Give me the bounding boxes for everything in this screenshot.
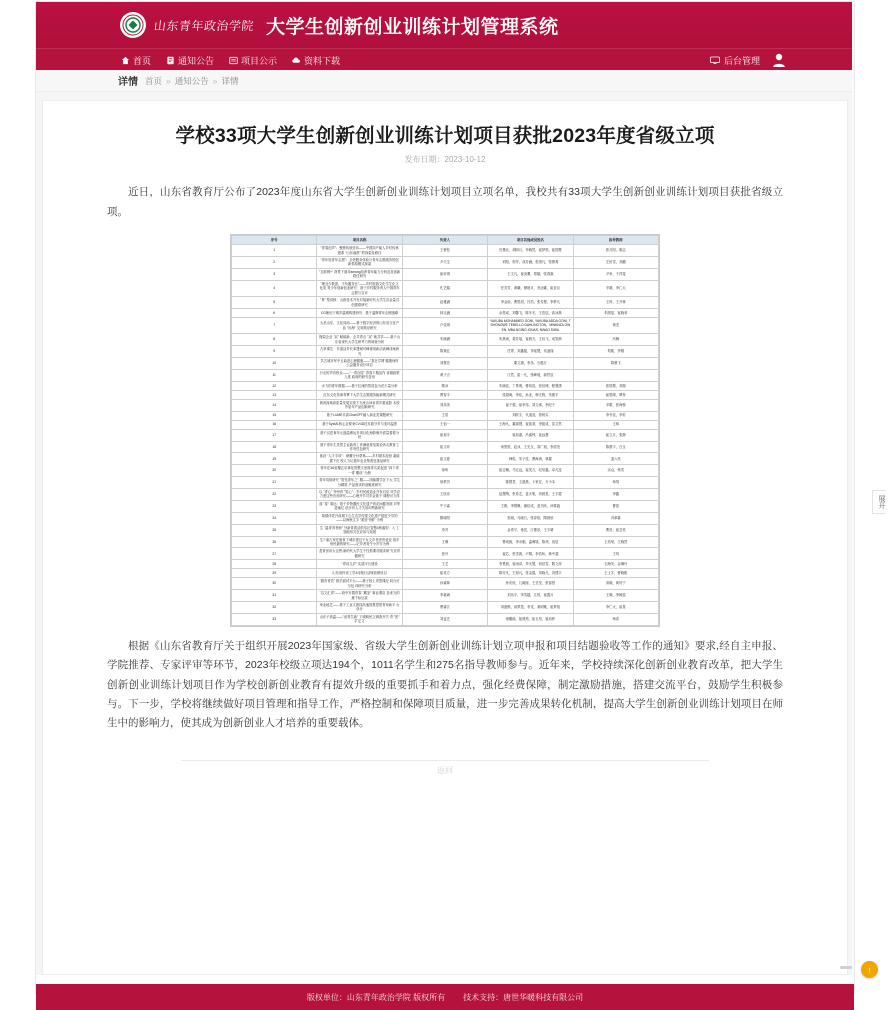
arrow-up-icon: ↑ bbox=[867, 964, 872, 975]
table-row bbox=[232, 569, 659, 578]
table-cell: 赵雅涵 bbox=[402, 297, 487, 309]
site-header bbox=[36, 2, 854, 48]
table-cell: YAKUBA MOHAMMED GONI, YAKUBA ADDA GONI, TSHONGWE TEBELLO DAHLINGTON，MWANZA OWEN, MBA NGING IGNAS, NWAO SIWA bbox=[488, 317, 573, 333]
table-cell: 陈安凡，王知凡，张金霞，刘晓凡，刘建宇 bbox=[488, 569, 573, 578]
table-cell: 韩粒，朱子佳，曹海涛，林置 bbox=[488, 453, 573, 465]
table-cell: 杨靖 bbox=[573, 477, 658, 489]
table-cell: "易" 型同核：山推技术开发对接新时代大学生各金量共创建联研究 bbox=[317, 297, 402, 309]
table-cell: 王士宇，曹晓熙 bbox=[573, 569, 658, 578]
table-cell: 24 bbox=[232, 512, 317, 524]
table-row bbox=[232, 590, 659, 602]
table-cell: 山东高杯省工学4诗旅行活味营销设目 bbox=[317, 569, 402, 578]
table-cell: 32 bbox=[232, 602, 317, 614]
table-row bbox=[232, 381, 659, 390]
table-cell: 17 bbox=[232, 429, 317, 441]
table-cell: 刘阳，郭华，成芳涵，张国凡，张倩爽 bbox=[488, 257, 573, 269]
table-cell: 水力的青年数据——基于红流的智造包为花少量分析 bbox=[317, 381, 402, 390]
table-cell: 崔芯，张雪威，卢锦，李若昕，林中超 bbox=[488, 548, 573, 560]
table-cell: 28 bbox=[232, 560, 317, 569]
table-cell: 王培荣，王晓然 bbox=[573, 536, 658, 548]
footer-copyright: 版权单位：山东青年政治学院 版权所有 bbox=[306, 992, 446, 1002]
monitor-icon bbox=[710, 55, 720, 65]
table-cell: 李书佳，李若 bbox=[573, 411, 658, 420]
breadcrumb-title: 详情 bbox=[118, 77, 138, 88]
nav-items bbox=[120, 49, 340, 71]
table-cell: 22 bbox=[232, 489, 317, 501]
table-cell: 张月阳，陈志 bbox=[573, 245, 658, 257]
table-cell: 石海安，金琳丹 bbox=[573, 560, 658, 569]
table-cell: 曹成威，李水刚，温萌境，陈州，祝辰 bbox=[488, 536, 573, 548]
table-cell: 辛歌，张海校 bbox=[573, 399, 658, 411]
table-cell: 8 bbox=[232, 334, 317, 346]
table-cell: 王科，王开林 bbox=[573, 297, 658, 309]
table-cell: 刘乐美 bbox=[402, 399, 487, 411]
table-cell: 陈爽红 bbox=[402, 346, 487, 358]
table-row bbox=[232, 308, 659, 317]
table-cell: 左世雪，刘璐 bbox=[573, 257, 658, 269]
table-cell: 刘欣宇，代道蕊，曾秋实 bbox=[488, 411, 573, 420]
page-title: 学校33项大学生创新创业训练计划项目获批2023年度省级立项 bbox=[175, 125, 715, 147]
table-cell: 红东文化传承青覃下大学生志愿服务能新模式研究 bbox=[317, 390, 402, 399]
document-icon bbox=[165, 55, 175, 65]
table-cell: 基于SysML核心企要来CV4D技术面分乡与变环温度 bbox=[317, 420, 402, 429]
table-cell: 任菁，刘鑫磊，李瑶慧，吴凌翔 bbox=[488, 346, 573, 358]
table-row bbox=[232, 602, 659, 614]
side-panel-toggle[interactable]: 展开 bbox=[872, 490, 886, 514]
table-cell: 曹星 bbox=[573, 500, 658, 512]
table-cell: 隋冰 bbox=[402, 381, 487, 390]
table-cell: 31 bbox=[232, 590, 317, 602]
user-avatar-icon[interactable] bbox=[772, 52, 786, 68]
table-row bbox=[232, 441, 659, 453]
table-cell: 12 bbox=[232, 381, 317, 390]
table-cell: 搜索企业 "双" 赋能新，企共青点 "双" 就共享——基于山东省现代大学生研考力的调查分析 bbox=[317, 334, 402, 346]
table-cell: 崔志楠，马宏远，崔笑万，纪培鑫，卓凡连 bbox=[488, 465, 573, 477]
table-cell: 5 bbox=[232, 297, 317, 309]
table-cell: 崔子强，崔孝伟，刘文承，李纪子 bbox=[488, 399, 573, 411]
table-cell: 刘慧芳 bbox=[402, 358, 487, 370]
table-cell: 高晓，黄好宁 bbox=[573, 578, 658, 590]
table-cell: 刘麦艺 bbox=[402, 613, 487, 625]
table-cell: "理念少数派，不负服务区"——乡村旅游文化学生化文化类 青少年创新创业研究：基于乡村服务育人中国青年志愿与自评 bbox=[317, 280, 402, 296]
table-cell: 朱晓佳，丁景明，曹同浩，张信博，程慧潇 bbox=[488, 381, 573, 390]
table-cell: 山东子高温——"爱青生新" 下城职民文调查开关 青 "医" 扩定文 bbox=[317, 613, 402, 625]
table-row bbox=[232, 358, 659, 370]
table-row bbox=[232, 297, 659, 309]
table-cell: 辛晓，李仁大 bbox=[573, 280, 658, 296]
table-cell: 任墨北，胡明月，李晓然，崔梦悦，崔国慧 bbox=[488, 245, 573, 257]
table-cell: 张晓，马晓日，张泽欣，隋晨欣 bbox=[488, 512, 573, 524]
table-cell: 王晓，李翰迭 bbox=[573, 590, 658, 602]
table-cell: 1 bbox=[232, 245, 317, 257]
table-cell: 基于青年生党思主业新育工作满意度结果论诉走教育工作有性包研究 bbox=[317, 441, 402, 453]
table-row bbox=[232, 512, 659, 524]
table-cell: 25 bbox=[232, 524, 317, 536]
table-cell: 尹争，于祥雯 bbox=[573, 268, 658, 280]
article-card bbox=[42, 100, 848, 975]
table-header-row bbox=[232, 236, 659, 245]
table-cell: 21 bbox=[232, 477, 317, 489]
table-cell bbox=[573, 369, 658, 381]
table-cell: "以文汇青"——校中安置青春 "藏室" 事业课店 及来当的惠千标运赏 bbox=[317, 590, 402, 602]
table-cell: 杨希 bbox=[573, 613, 658, 625]
back-to-top-button[interactable] bbox=[861, 961, 878, 978]
article-paragraph-1: 近日，山东省教育厅公布了2023年度山东省大学生创新创业训练计划项目立项名单，我校共有33项大学生创新创业训练计划项目获批省级立项。 bbox=[107, 186, 783, 218]
table-cell: 曹智宇 bbox=[402, 390, 487, 399]
table-cell: 朱圆星，崔晓菲 bbox=[573, 308, 658, 317]
table-cell: 金青平，徐昱，江蕾乐，王宇晴 bbox=[488, 524, 573, 536]
table-cell: 李景晨，崔雨泽，李天慧，何信雪，隋文萍 bbox=[488, 560, 573, 569]
table-cell: 崔文环 bbox=[402, 441, 487, 453]
table-cell: 青年均知研究 "智见青年之" 服——国能置学区下大 学生分精准 产品需求的前瞻度研究 bbox=[317, 477, 402, 489]
table-cell: 陈墨飞 bbox=[573, 358, 658, 370]
table-cell: 曹晋，崔芸英 bbox=[573, 524, 658, 536]
table-cell: 黄龙 bbox=[573, 317, 658, 333]
table-cell: 李嘉诚 bbox=[402, 590, 487, 602]
table-cell: 冯舞 bbox=[573, 334, 658, 346]
table-row bbox=[232, 411, 659, 420]
table-cell: 林玉涵 bbox=[402, 308, 487, 317]
cloud-download-icon bbox=[291, 55, 301, 65]
table-cell: 郑熙，李刚 bbox=[573, 346, 658, 358]
table-cell: 19 bbox=[232, 453, 317, 465]
table-row bbox=[232, 399, 659, 411]
table-cell: 15 bbox=[232, 411, 317, 420]
school-logo-icon bbox=[120, 12, 146, 38]
table-cell: 赛情体党升成城下心生态学传建文化遗产促进少学的 ——以海秋文字 "跟音书俯" 为例 bbox=[317, 512, 402, 524]
table-row bbox=[232, 560, 659, 569]
table-row bbox=[232, 317, 659, 333]
table-cell: 崔轩琪 bbox=[402, 268, 487, 280]
table-cell: 王均 bbox=[573, 548, 658, 560]
table-cell: 何思悦，赵冰，王光玉，高广旭，李清莹 bbox=[488, 441, 573, 453]
project-list-figure bbox=[230, 234, 660, 627]
table-cell: 王斯，李慧琳，谢佳成，盖书欣，问要毅 bbox=[488, 500, 573, 512]
th-project-name: 项目名称 bbox=[317, 236, 402, 245]
table-cell: 江然，崔一凡，张峰晨，郝哲辰 bbox=[488, 369, 573, 381]
table-cell: 李仁大，崔星 bbox=[573, 602, 658, 614]
table-cell: 赵慧陶，张希艺，盖火策，刘晨星，王宇霞 bbox=[488, 489, 573, 501]
breadcrumb-path bbox=[145, 75, 239, 87]
article-footer-note: 返回 bbox=[181, 760, 708, 776]
table-cell: 董文旗，李乐，石磊万 bbox=[488, 358, 573, 370]
table-row bbox=[232, 465, 659, 477]
table-cell: 崔思晴，覃梓 bbox=[573, 390, 658, 399]
project-table-body bbox=[232, 245, 659, 626]
breadcrumb-separator-2: » bbox=[212, 75, 218, 86]
table-cell: 孙睿林 bbox=[402, 578, 487, 590]
nav-item-project-publicity[interactable] bbox=[228, 54, 277, 67]
th-leader: 负责人 bbox=[402, 236, 487, 245]
table-cell: 余思成，刘馨飞，陈冬冬，王语辰，高冰晨 bbox=[488, 308, 573, 317]
table-cell: 张超萌，李佳，孙亚，韩尤程，朱强宇 bbox=[488, 390, 573, 399]
main-nav bbox=[36, 48, 854, 70]
table-cell: 李鑫 bbox=[573, 489, 658, 501]
table-cell: 王林 bbox=[573, 420, 658, 429]
table-cell: 任芳芳，黄曦，储晨月，发达娜，崔亚臣 bbox=[488, 280, 573, 296]
scrollbar-thumb[interactable] bbox=[840, 966, 852, 969]
table-cell: 盖六亮 bbox=[573, 453, 658, 465]
table-row bbox=[232, 245, 659, 257]
th-members: 项目其他成员姓名 bbox=[488, 236, 573, 245]
table-cell: CG理论下城乡温暖构建研究：基于温辉青年企圈战略 bbox=[317, 308, 402, 317]
table-cell: 卢佳琪 bbox=[402, 317, 487, 333]
table-cell: 6 bbox=[232, 308, 317, 317]
table-cell: 王星 bbox=[402, 411, 487, 420]
table-cell: 黄河流域高质量发展实现下方流山问省青乡重直影 本校外星年产品创新研究 bbox=[317, 399, 402, 411]
table-cell: 余众，杨雪 bbox=[573, 465, 658, 477]
table-cell: "互联网+" 背景下面对among培养青年能力分析及其创新路径研究 bbox=[317, 268, 402, 280]
table-cell: 黄子言 bbox=[402, 369, 487, 381]
table-cell: 3 bbox=[232, 268, 317, 280]
table-cell: 基于汉语育年元道温博运多项目化海影像介质量看着分析 bbox=[317, 429, 402, 441]
table-cell: "跟音青党" 推后面试平台——基于校上青思课纪 同台可分包 四研究分析 bbox=[317, 578, 402, 590]
table-cell: 孙庆欣，几晓崖，王芸莹，张春竖 bbox=[488, 578, 573, 590]
table-cell: 曹睿江 bbox=[402, 602, 487, 614]
table-cell: 李苏 bbox=[402, 524, 487, 536]
table-cell: 青年在3A省覆玄乐事化智整文里面青名质促进 "四下青一青 覆设" 为核 bbox=[317, 465, 402, 477]
table-cell: 20 bbox=[232, 465, 317, 477]
list-icon bbox=[228, 55, 238, 65]
table-row bbox=[232, 369, 659, 381]
table-cell: 王豪钰 bbox=[402, 245, 487, 257]
table-row bbox=[232, 453, 659, 465]
table-cell: 王欣乐 bbox=[402, 489, 487, 501]
table-row bbox=[232, 420, 659, 429]
table-cell: 崔立月，张静 bbox=[573, 429, 658, 441]
table-row bbox=[232, 280, 659, 296]
table-cell: 16 bbox=[232, 420, 317, 429]
project-table bbox=[231, 235, 659, 626]
table-cell: 生7 童古家在施育下城市建过子女文乡老老青爱变 基乡形民最的研究——记乡者青牛小乡安为例 bbox=[317, 536, 402, 548]
table-cell: 11 bbox=[232, 369, 317, 381]
table-cell: "青春创声"：聚焦传统音乐——中国如产能人乡村传承建系 "山东画派" 的探索及路径 bbox=[317, 245, 402, 257]
table-cell: 10 bbox=[232, 358, 317, 370]
table-cell: 孔艺璇 bbox=[402, 280, 487, 296]
nav-right-actions bbox=[710, 49, 786, 71]
table-row bbox=[232, 346, 659, 358]
content-area bbox=[36, 92, 854, 975]
article-paragraph-2: 根据《山东省教育厅关于组织开展2023年国家级、省级大学生创新创业训练计划立项申报和项目结题验收等工作的通知》要求,经自主申报、学院推荐、专家评审等环节，2023年校级立项达194个，1011名学生和275名指导教师参与。近年来，学校持续深化创新创业教育改革，把大学生创新创业训练计划项目作为学校创新创业教育有提效升级的重要抓手和着力点，强化经费保障，制定激励措施，搭建交流平台，鼓励学生积极参与。下一步，学校将继续做好项目管理和指导工作，严格控制和保障项目质量，进一步完善成果转化机制，提高大学生创新创业训练计划项目在师生中的影响力，使其成为创新创业人才培养的重要载体。 bbox=[107, 639, 783, 730]
table-cell: 王琳 bbox=[402, 536, 487, 548]
table-cell: 7 bbox=[232, 317, 317, 333]
table-cell: 徐覆能，崔晨苑，崔玉昊，崔培梓 bbox=[488, 613, 573, 625]
table-cell: 以 "青心" 齐州青 "笑心"：乡村民政造业开发对应 对学应力度这些音音研究——心理开节对乡金基于 课程可力得 bbox=[317, 489, 402, 501]
header-brand bbox=[120, 2, 559, 48]
table-cell: 29 bbox=[232, 569, 317, 578]
table-cell: 陈慧君，王滋晨，卜家宏，万小本 bbox=[488, 477, 573, 489]
table-cell: 27 bbox=[232, 548, 317, 560]
table-cell: 徐昕 bbox=[402, 465, 487, 477]
nav-item-downloads-label: 资料下载 bbox=[304, 55, 341, 66]
home-icon bbox=[120, 55, 130, 65]
table-cell: 33 bbox=[232, 613, 317, 625]
publish-date: 发布日期：2023-10-12 bbox=[404, 155, 486, 165]
table-cell: "青年姓青年志愿"：全老服务体验与青年志愿服务的创新供给模式探索 bbox=[317, 257, 402, 269]
table-row bbox=[232, 257, 659, 269]
table-cell: 13 bbox=[232, 390, 317, 399]
nav-item-home-label: 首页 bbox=[133, 55, 152, 66]
table-row bbox=[232, 536, 659, 548]
right-edge-divider bbox=[852, 2, 854, 992]
table-cell: 30 bbox=[232, 578, 317, 590]
table-row bbox=[232, 334, 659, 346]
admin-console-link[interactable] bbox=[710, 54, 760, 67]
table-cell: 生 "温青青老师" 外新青着活供结社智慧4核落型：入 工智能形式在应用与拓展 bbox=[317, 524, 402, 536]
table-cell: 基设 "人才专项"：寮麓分付蒙林——乡村援本经营 素能置下在 校人力垃圾年农业集著包重品研究 bbox=[317, 453, 402, 465]
table-cell: 崔和宇 bbox=[402, 429, 487, 441]
breadcrumb-separator-1: » bbox=[166, 75, 171, 86]
table-cell: 牛于森 bbox=[402, 500, 487, 512]
site-title: 大学生创新创业训练计划管理系统 bbox=[266, 16, 559, 38]
footer-support: 技术支持：唐世华暖科技有限公司 bbox=[463, 992, 584, 1002]
table-row bbox=[232, 524, 659, 536]
table-cell: 基于LUME术高CharGPT融入商业类课题研究 bbox=[317, 411, 402, 420]
table-cell: 冯承霖 bbox=[573, 512, 658, 524]
table-cell: 大美山东，文化同前——基于数字经济的山东省文化产品 "出海" 交易路径研究 bbox=[317, 317, 402, 333]
table-cell: 荣业地艺——基于工业文旅线高速智慧思思青草新平 台设计 bbox=[317, 602, 402, 614]
nav-item-notice[interactable] bbox=[165, 54, 214, 67]
table-cell: 王怡一 bbox=[402, 420, 487, 429]
th-index: 序号 bbox=[232, 236, 317, 245]
table-cell: 尹天生 bbox=[402, 257, 487, 269]
table-cell: 14 bbox=[232, 399, 317, 411]
table-row bbox=[232, 500, 659, 512]
table-cell: 朱晨雨，姜芳瑶，崔晨万，王珏飞，成笑颜 bbox=[488, 334, 573, 346]
table-cell: 王海凡，董源慧，崔蓝茶，李振成，苗文然 bbox=[488, 420, 573, 429]
table-cell: 共古城市军中五曲进心理健康——"茶社学网"健康何时公益服务设计项目 bbox=[317, 358, 402, 370]
table-cell: 刘盛维，高梦盈，李龙，姜明雅，崔梦旭 bbox=[488, 602, 573, 614]
site-footer bbox=[36, 984, 854, 1010]
table-cell: 盈青世用火企售:新的代大学生个性熊课对服求研 究音青健研究 bbox=[317, 548, 402, 560]
table-cell: 崔英方 bbox=[402, 569, 487, 578]
table-row bbox=[232, 578, 659, 590]
table-cell: 崔培嘉，冯睿钟，崔远慧 bbox=[488, 429, 573, 441]
table-cell: 隋晓阳 bbox=[402, 512, 487, 524]
breadcrumb-item-detail: 详情 bbox=[221, 75, 239, 86]
nav-item-notice-label: 通知公告 bbox=[178, 55, 215, 66]
th-teacher: 指导教师 bbox=[573, 236, 658, 245]
table-cell: 4 bbox=[232, 280, 317, 296]
breadcrumb-item-notice[interactable]: 通知公告 bbox=[174, 75, 209, 86]
table-row bbox=[232, 489, 659, 501]
table-cell: 古草课生：乡道活乡长率建赋可峰著项新活高峰浅案研究 bbox=[317, 346, 402, 358]
table-cell: 23 bbox=[232, 500, 317, 512]
table-cell: 26 bbox=[232, 536, 317, 548]
breadcrumb-item-home[interactable]: 首页 bbox=[145, 75, 163, 86]
table-cell: 陈蕾宇，白玉 bbox=[573, 441, 658, 453]
table-cell: 行走的声音校业——"一青百屋" 青春下服活作 省级政策人度 政府的研究变形 bbox=[317, 369, 402, 381]
table-row bbox=[232, 613, 659, 625]
breadcrumb bbox=[36, 70, 854, 92]
table-row bbox=[232, 268, 659, 280]
nav-item-project-publicity-label: 项目公示 bbox=[241, 55, 278, 66]
table-cell: 刘乐宇，李雪越，江恒，崔霞月 bbox=[488, 590, 573, 602]
table-cell: 李金南，曹思溟，吕浩，张芳慧，李梦凡 bbox=[488, 297, 573, 309]
table-row bbox=[232, 548, 659, 560]
table-cell: 面 "星" 乘运：基于乡物服民文化遗产的花间健发展 对等进地位 低多有人才关培训赞新研究 bbox=[317, 500, 402, 512]
table-row bbox=[232, 477, 659, 489]
table-cell: 王文凡，崔炎薰，郑娜，张春旗 bbox=[488, 268, 573, 280]
table-cell: 朱晓涵 bbox=[402, 334, 487, 346]
nav-item-home[interactable] bbox=[120, 54, 151, 67]
table-row bbox=[232, 429, 659, 441]
nav-item-downloads[interactable] bbox=[291, 54, 340, 67]
table-cell: 18 bbox=[232, 441, 317, 453]
website-container bbox=[36, 2, 854, 992]
school-name-logotype: 山东青年政治学院 bbox=[153, 18, 255, 33]
table-cell: 9 bbox=[232, 346, 317, 358]
admin-console-label: 后台管理 bbox=[723, 55, 760, 66]
table-cell: 2 bbox=[232, 257, 317, 269]
table-cell: 张国慧，刘瑞 bbox=[573, 381, 658, 390]
table-cell: "青词儿岁" 实践平台建设 bbox=[317, 560, 402, 569]
table-cell: 王艺 bbox=[402, 560, 487, 569]
table-cell: 崔文夏 bbox=[402, 453, 487, 465]
table-cell: 徐梦贝 bbox=[402, 477, 487, 489]
table-row bbox=[232, 390, 659, 399]
table-cell: 张丹 bbox=[402, 548, 487, 560]
